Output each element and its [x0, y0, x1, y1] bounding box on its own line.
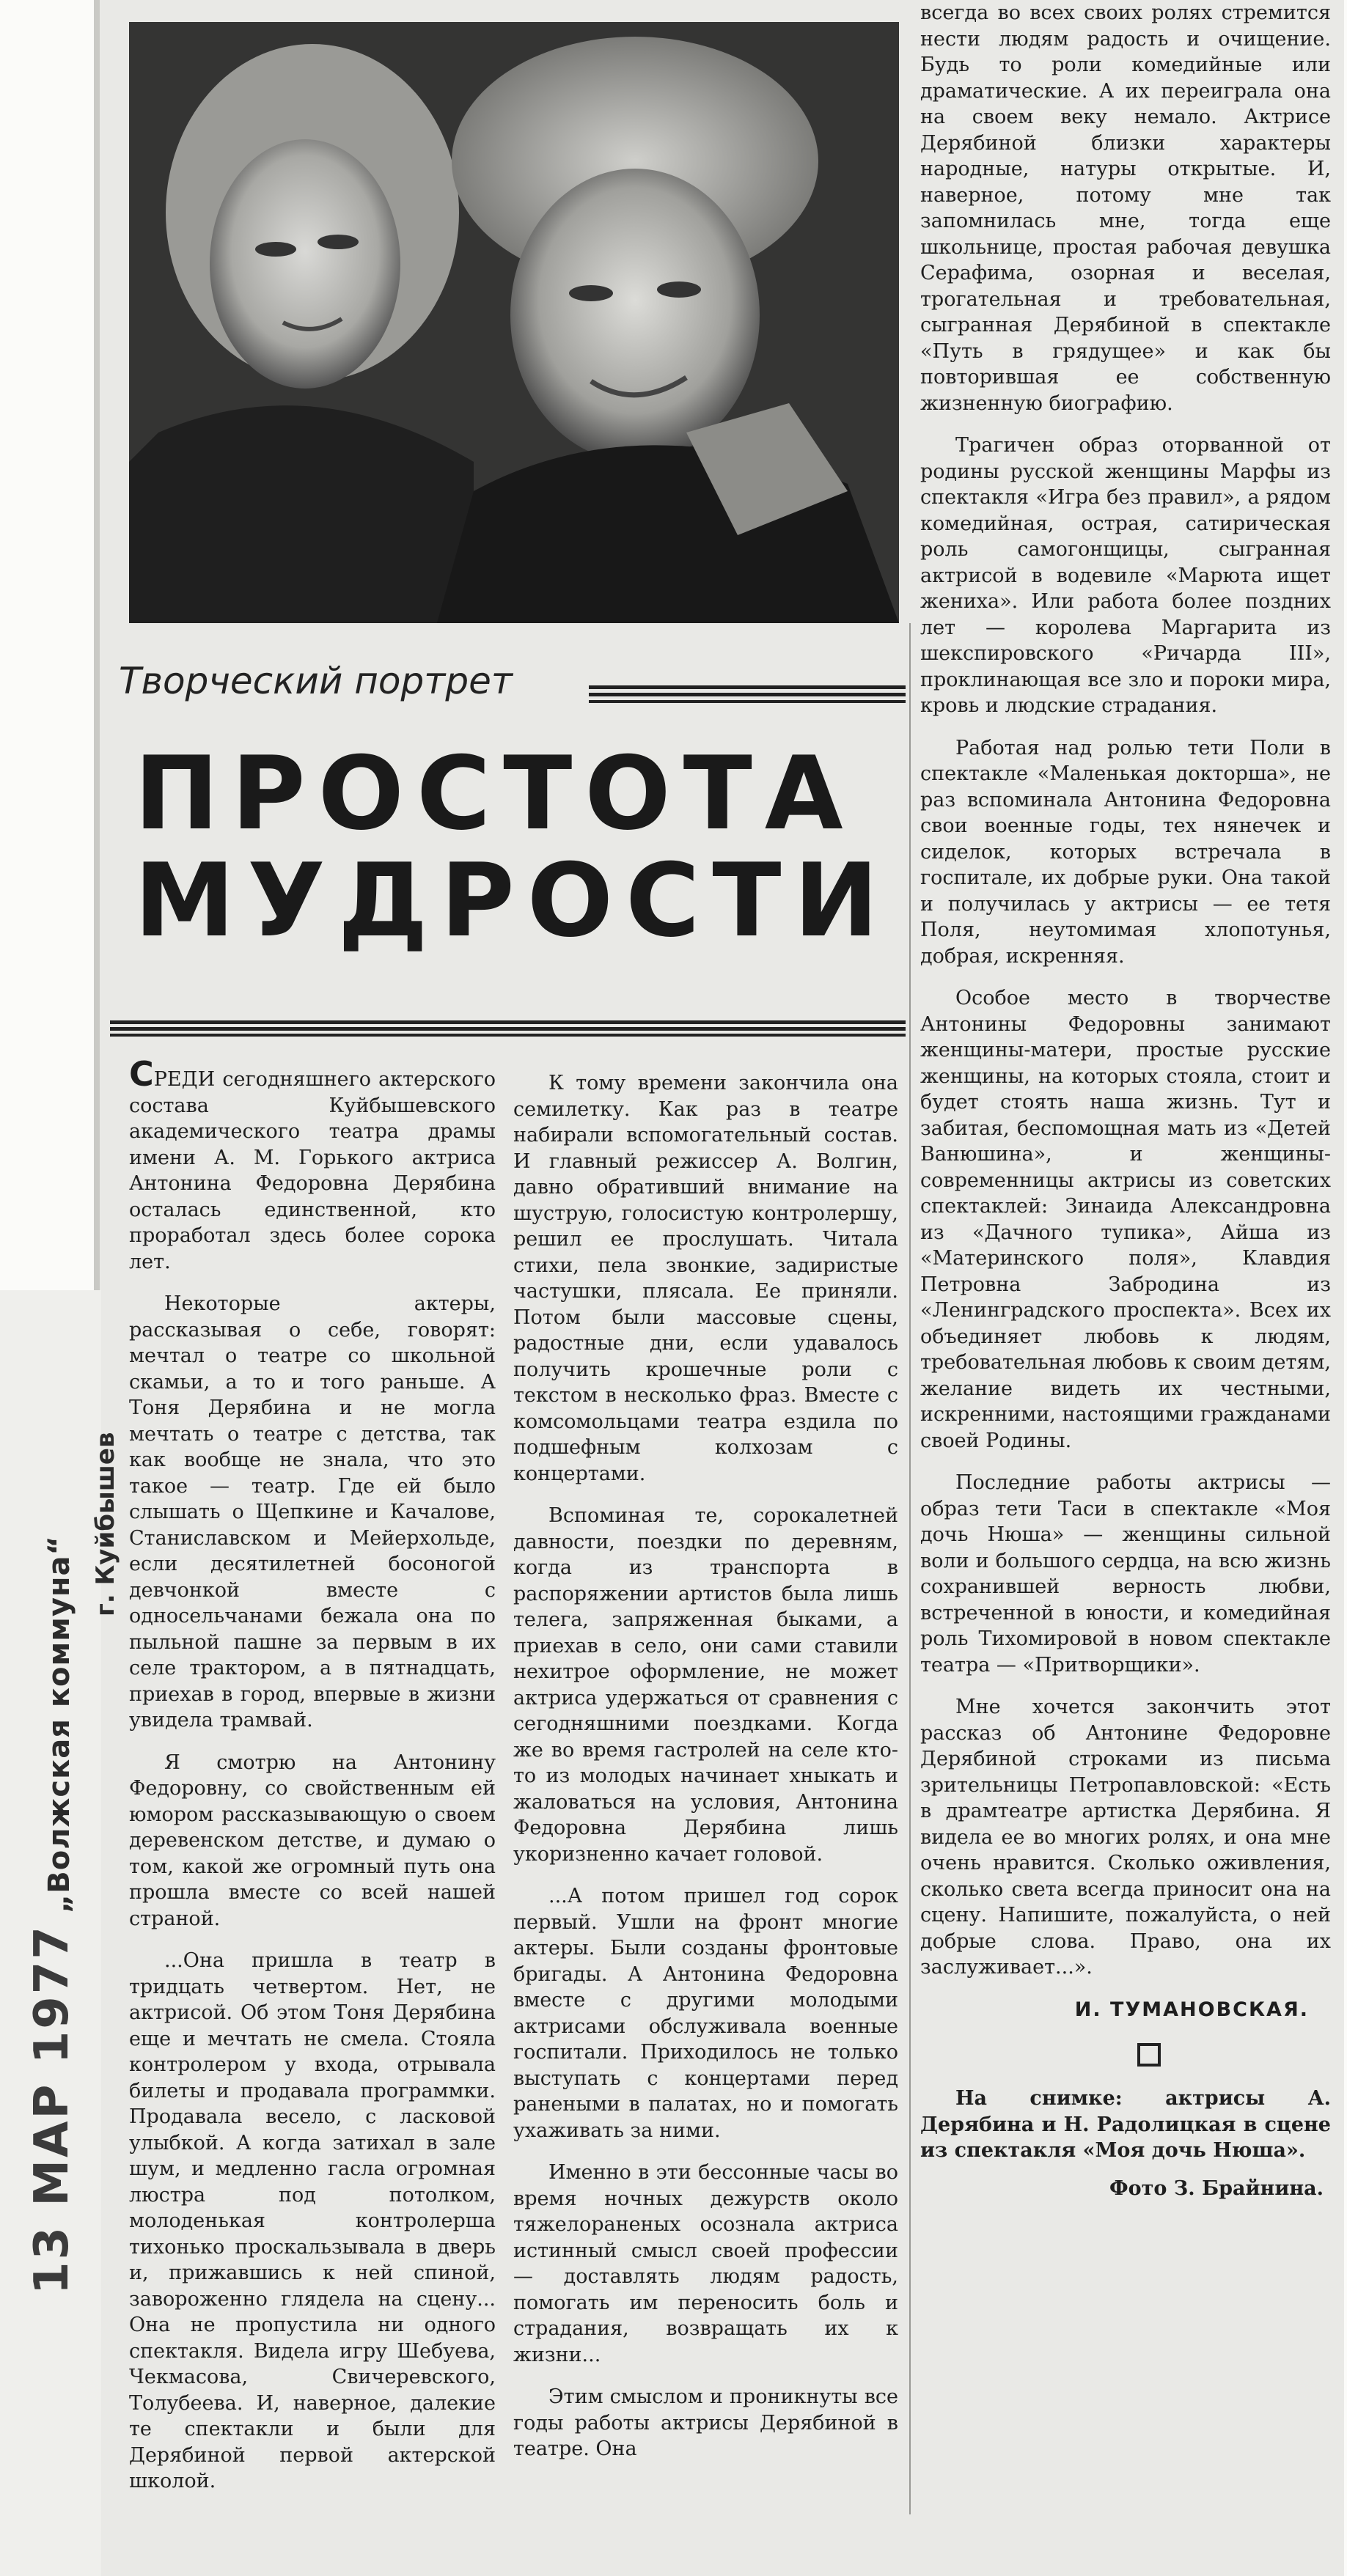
paragraph: ...А потом пришел год сорок первый. Ушли на фронт многие актеры. Были созданы фронтовые бригады. А Антонина Федоровна вместе с другими молодыми актрисами обслуживала военные госпитали. Приходилось не только выступать с концертами перед ранеными в палатах, но и помогать ухаживать за ними.	[513, 1885, 898, 2142]
drop-cap: С	[129, 1054, 154, 1094]
end-mark-box	[1137, 2043, 1161, 2067]
caption-text: На снимке: актрисы А. Дерябина и Н. Радолицкая в сцене из спектакля «Моя дочь Нюша».	[920, 2087, 1331, 2162]
paragraph: Некоторые актеры, рассказывая о себе, говорят: мечтал о театре со школьной скамьи, а то и того раньше. А Тоня Дерябина и не могла мечтать о театре с детства, так как вообще не знала, что это такое — театр. Где ей было слышать о Щепкине и Качалове, Станиславском и Мейерхольде, если десятилетней босоногой девчонкой вместе с односельчанами бежала она по пыльной пашне за первым в их селе трактором, а в пятнадцать, приехав в город, впервые в жизни увидела трамвай.	[129, 1292, 496, 1732]
paragraph: Последние работы актрисы — образ тети Таси в спектакле «Моя дочь Нюша» — женщины сильной воли и большого сердца, на всю жизнь сохранившей верность любви, встреченной в юности, и комедийная роль Тихомировой в новом спектакле театра — «Притворщики».	[920, 1471, 1331, 1677]
article-column-2	[513, 1070, 898, 2479]
paragraph: К тому времени закончила она семилетку. Как раз в театре набирали вспомогательный состав. И главный режиссер А. Волгин, давно обративший внимание на шуструю, голосистую контролершу, решил ее прослушать. Читала стихи, пела звонкие, задиристые частушки, плясала. Ее приняли. Потом были массовые сцены, радостные дни, если удавалось получить крошечные роли с текстом в несколько фраз. Вместе с комсомольцами театра ездила по подшефным колхозам с концертами.	[513, 1072, 898, 1485]
photo-credit: Фото З. Брайнина.	[1109, 2176, 1324, 2200]
date-stamp: 13 МАР 1977	[25, 1924, 79, 2295]
photo-caption	[920, 2086, 1331, 2164]
continuation-paragraph: всегда во всех своих ролях стремится нести людям радость и очищение. Будь то роли комедийные или драматические. А их переиграла она на своем веку немало. Актрисе Дерябиной близки характеры народные, натуры открытые. И, наверное, потому мне так запомнилась мне, тогда еще школьнице, простая рабочая девушка Серафима, озорная и веселая, трогательная и требовательная, сыгранная Дерябиной в спектакле «Путь в грядущее» и как бы повторившая ее собственную жизненную биографию.	[920, 1, 1331, 415]
rubric-label: Творческий портрет	[119, 660, 513, 702]
paragraph: Трагичен образ оторванной от родины русской женщины Марфы из спектакля «Игра без правил», а рядом комедийная, острая, сатирическая роль самогонщицы, сыгранная актрисой в водевиле «Марюта ищет жениха». Или работа более поздних лет — королева Маргарита из шекспировского «Ричарда III», проклинающая все зло и пороки мира, кровь и людские страдания.	[920, 434, 1331, 717]
article-column-3	[920, 0, 1331, 2201]
article-headline	[134, 735, 911, 960]
paragraph: Мне хочется закончить этот рассказ об Антонине Федоровне Дерябиной строками из письма зрительницы Петропавловской: «Есть в драмтеатре артистка Дерябина. Я видела ее во многих ролях, и она мне очень нравится. Сколько оживления, сколько света всегда приносит она на сцену. Напишите, пожалуйста, о ней добрые слова. Право, она их заслуживает...».	[920, 1696, 1331, 1979]
headline-rule	[110, 1020, 906, 1037]
headline-line-1: ПРОСТОТА	[134, 735, 856, 853]
headline-line-2: МУДРОСТИ	[134, 842, 891, 960]
paragraph: Вспоминая те, сорокалетней давности, поездки по деревням, когда из транспорта в распоряжении артистов была лишь телега, запряженная быками, а приехав в село, они сами ставили нехитрое оформление, не может актриса удержаться от сравнения с сегодняшними поездками. Когда же во время гастролей на селе кто-то из молодых начинает хныкать и жаловаться на условия, Антонина Федоровна Дерябина лишь укоризненно качает головой.	[513, 1504, 898, 1866]
photo-of-two-actresses	[129, 22, 899, 623]
city-stamp: г. Куйбышев	[91, 1432, 120, 1616]
rubric-rule	[589, 685, 906, 703]
paragraph: Этим смыслом и проникнуты все годы работы актрисы Дерябиной в театре. Она	[513, 2385, 898, 2460]
article-column-1	[129, 1054, 496, 2511]
paragraph: Именно в эти бессонные часы во время ночных дежурств около тяжелораненых осознала актриса истинный смысл своей профессии — доставлять людям радость, помогать им переносить боль и страдания, возвращать их к жизни...	[513, 2161, 898, 2366]
column-divider	[909, 623, 911, 2514]
photo-image	[129, 22, 899, 623]
paragraph: Особое место в творчестве Антонины Федоровны занимают женщины-матери, простые русские женщины, на которых стояла, стоит и будет стоять наша жизнь. Тут и забитая, беспомощная мать из «Детей Ванюшина», и женщины-современницы актрисы из советских спектаклей: Зинаида Александровна из «Дачного тупика», Айша из «Материнского поля», Клавдия Петровна Забродина из «Ленинградского проспекта». Всех их объединяет любовь к людям, требовательная любовь к своим детям, желание видеть их честными, искренними, настоящими гражданами своей Родины.	[920, 987, 1331, 1452]
lead-paragraph	[129, 1054, 496, 1275]
paragraph: Работая над ролью тети Поли в спектакле «Маленькая докторша», не раз вспоминала Антонина Федоровна свои военные годы, тех нянечек и сиделок, которых встречала в госпитале, их добрые руки. Она такой и получилась у актрисы — ее тетя Поля, неутомимая хлопотунья, добрая, искренняя.	[920, 736, 1331, 968]
newspaper-stamp: „Волжская коммуна“	[43, 1535, 76, 1913]
paragraph: ...Она пришла в театр в тридцать четвертом. Нет, не актрисой. Об этом Тоня Дерябина еще и мечтать не смела. Стояла контролером у входа, отрывала билеты и продавала программки. Продавала весело, с ласковой улыбкой. А когда затихал в зале шум, и медленно гасла огромная люстра под потолком, молоденькая контролерша тихонько проскальзывала в дверь и, прижавшись к ней спиной, завороженно глядела на сцену... Она не пропустила ни одного спектакля. Видела игру Шебуева, Чекмасова, Свичеревского, Толубеева. И, наверное, далекие те спектакли и были для Дерябиной первой актерской школой.	[129, 1949, 496, 2492]
lead-text: РЕДИ сегодняшнего актерского состава Куйбышевского академического театра драмы имени А. М. Горького актриса Антонина Федоровна Дерябина осталась единственной, кто проработал здесь более сорока лет.	[129, 1068, 496, 1273]
paragraph: Я смотрю на Антонину Федоровну, со свойственным ей юмором рассказывающую о своем деревенском детстве, и думаю о том, какой же огромный путь она прошла вместе со всей нашей страной.	[129, 1751, 496, 1930]
author-signature: И. ТУМАНОВСКАЯ.	[1074, 1998, 1309, 2021]
